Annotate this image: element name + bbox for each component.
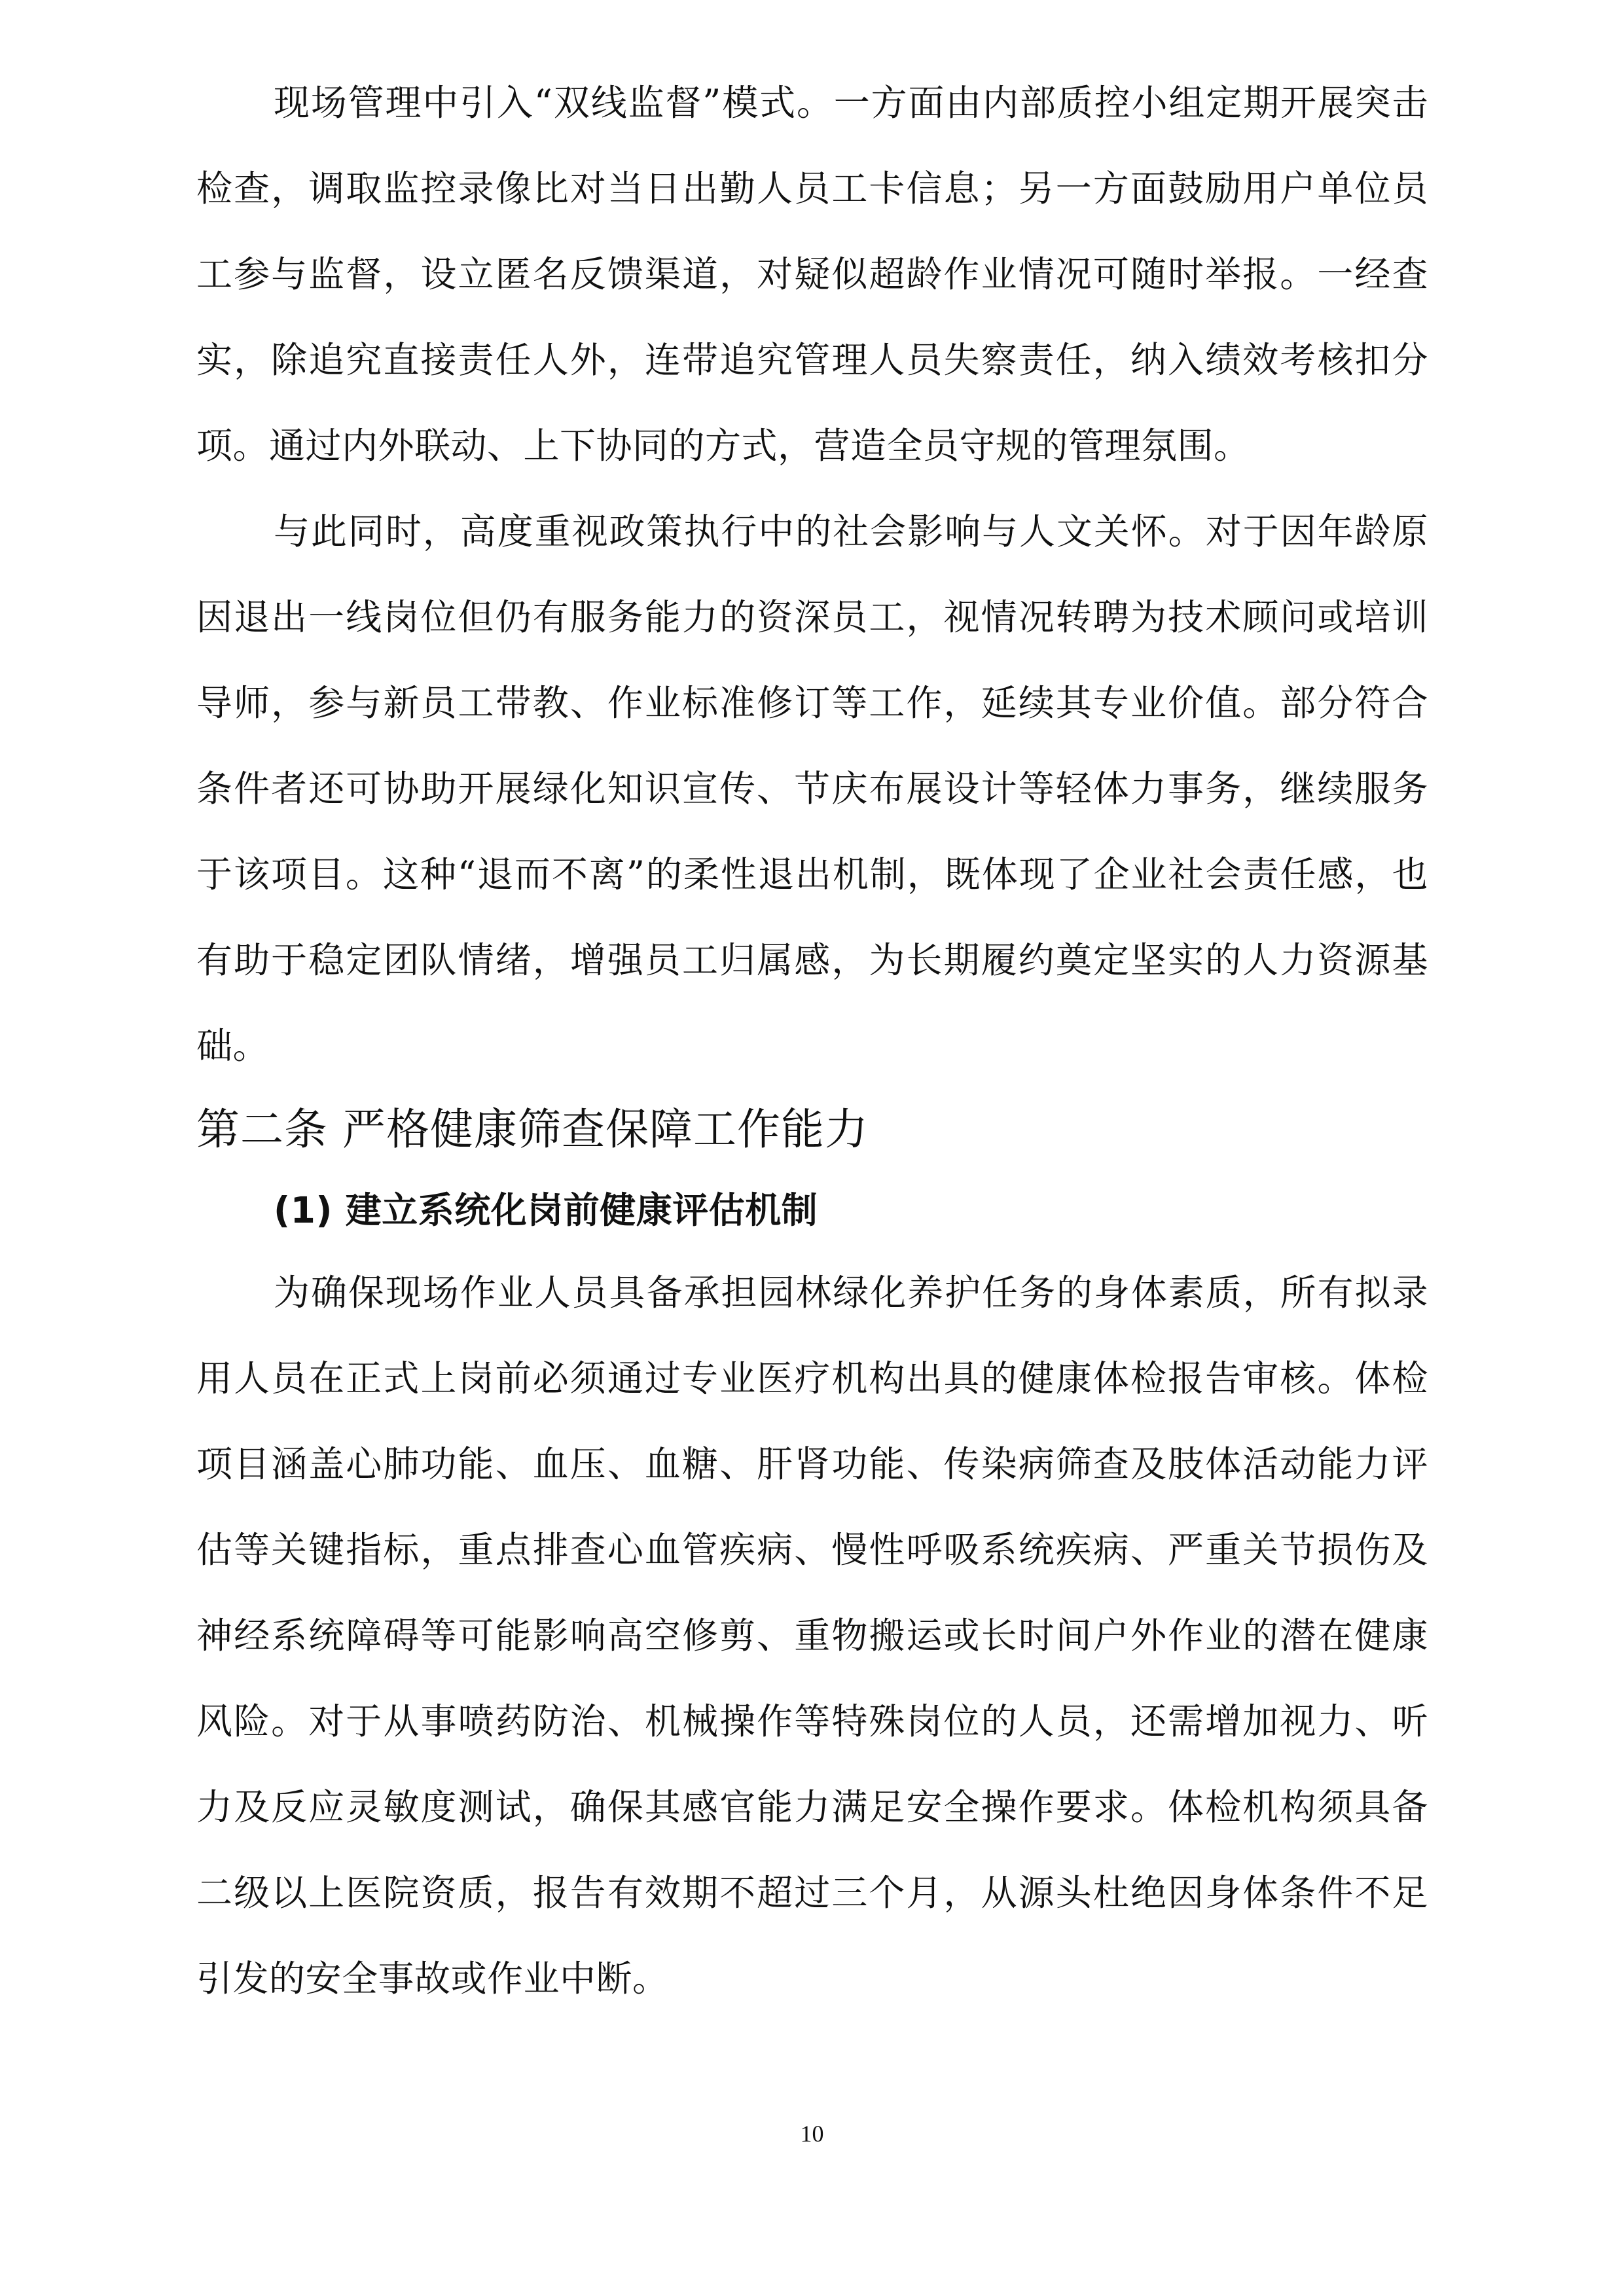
paragraph-humanistic-care: 与此同时，高度重视政策执行中的社会影响与人文关怀。对于因年龄原因退出一线岗位但仍有服务能力的资深员工，视情况转聘为技术顾问或培训导师，参与新员工带教、作业标准修订等工作，延续其专业价值。部分符合条件者还可协助开展绿化知识宣传、节庆布展设计等轻体力事务，继续服务于该项目。这种“退而不离”的柔性退出机制，既体现了企业社会责任感，也有助于稳定团队情绪，增强员工归属感，为长期履约奠定坚实的人力资源基础。 [196,511,1428,1067]
paragraph-dual-supervision: 现场管理中引入“双线监督”模式。一方面由内部质控小组定期开展突击检查，调取监控录像比对当日出勤人员工卡信息；另一方面鼓励用户单位员工参与监督，设立匿名反馈渠道，对疑似超龄作业情况可随时举报。一经查实，除追究直接责任人外，连带追究管理人员失察责任，纳入绩效考核扣分项。通过内外联动、上下协同的方式，营造全员守规的管理氛围。 [196,82,1428,467]
paragraph-health-screening: 为确保现场作业人员具备承担园林绿化养护任务的身体素质，所有拟录用人员在正式上岗前必须通过专业医疗机构出具的健康体检报告审核。体检项目涵盖心肺功能、血压、血糖、肝肾功能、传染病筛查及肢体活动能力评估等关键指标，重点排查心血管疾病、慢性呼吸系统疾病、严重关节损伤及神经系统障碍等可能影响高空修剪、重物搬运或长时间户外作业的潜在健康风险。对于从事喷药防治、机械操作等特殊岗位的人员，还需增加视力、听力及反应灵敏度测试，确保其感官能力满足安全操作要求。体检机构须具备二级以上医院资质，报告有效期不超过三个月，从源头杜绝因身体条件不足引发的安全事故或作业中断。 [196,1272,1428,2000]
page-content [196,60,1428,2022]
subsection-heading: (1) 建立系统化岗前健康评估机制 [274,1189,818,1231]
page-number: 10 [800,2121,824,2147]
section-heading: 第二条 严格健康筛查保障工作能力 [196,1104,869,1155]
